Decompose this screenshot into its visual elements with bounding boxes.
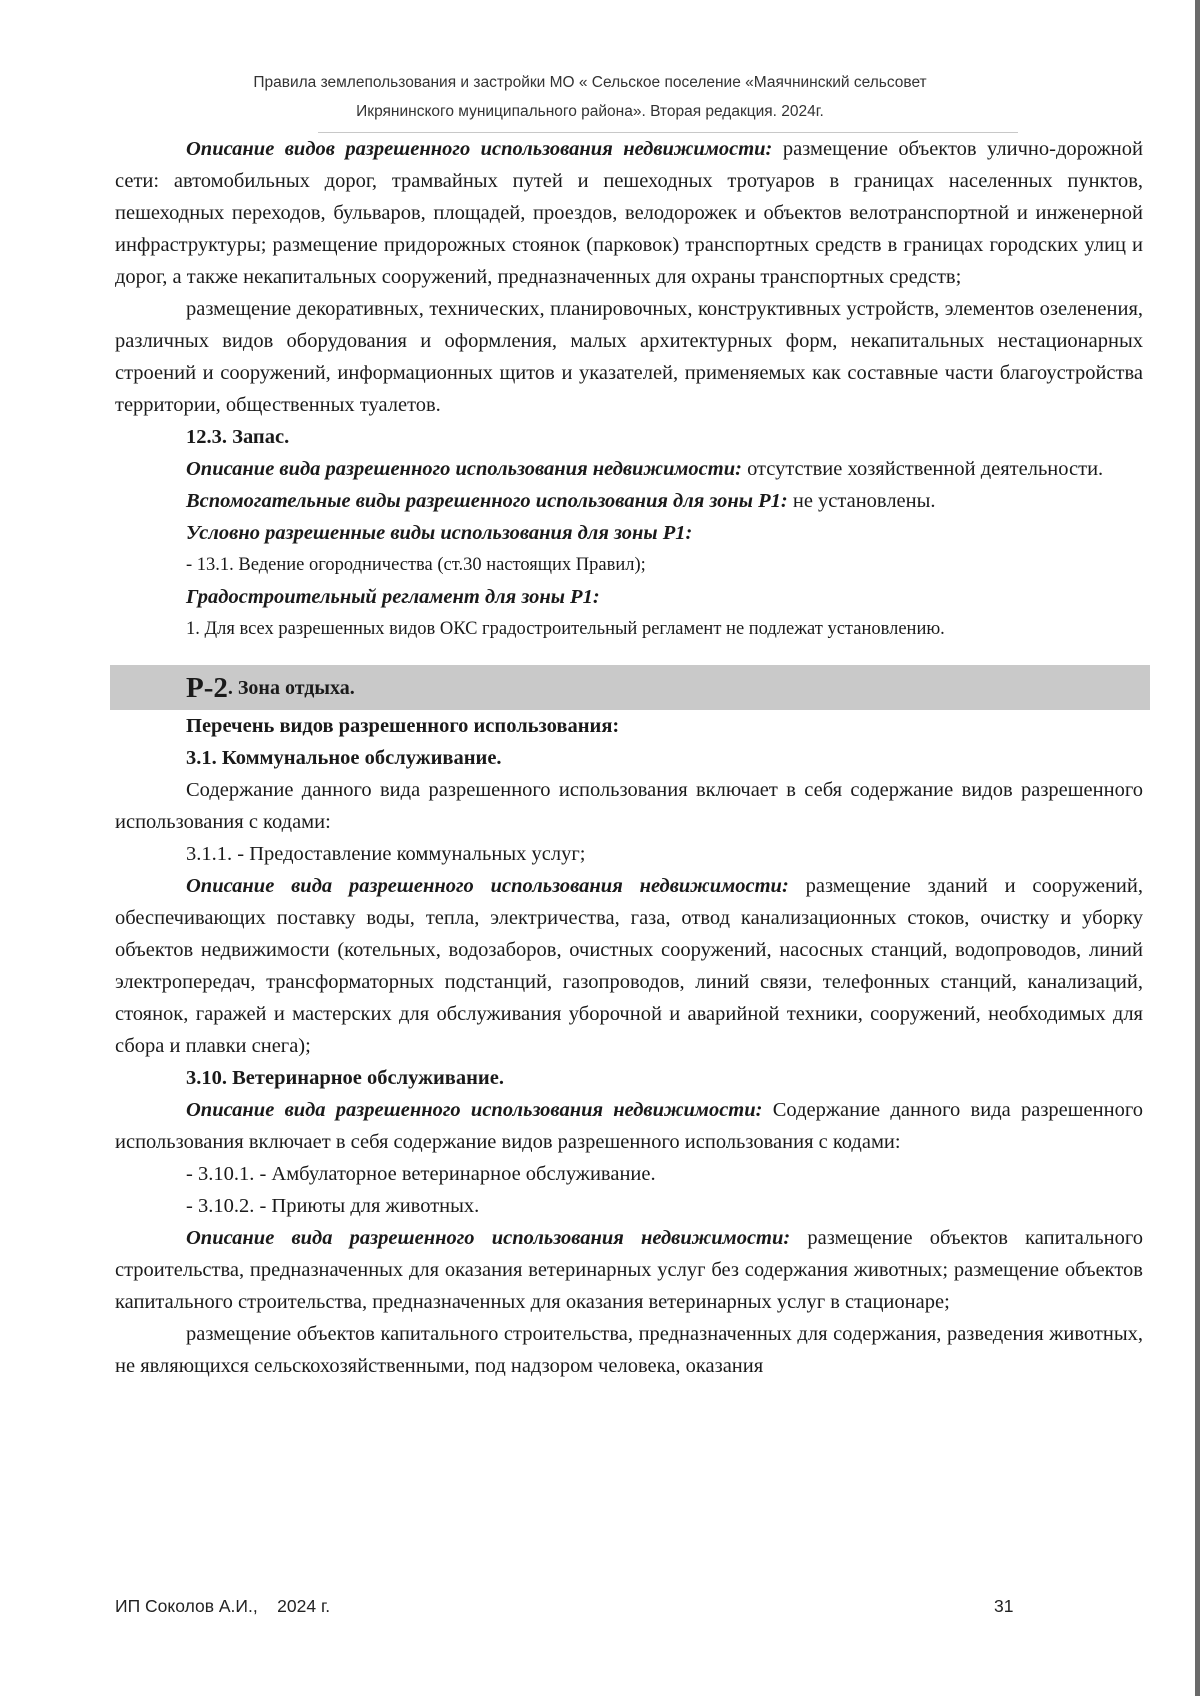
bold-italic-label: Описание вида разрешенного использования недвижимости: bbox=[186, 875, 789, 897]
zone-title: . Зона отдыха. bbox=[227, 676, 355, 699]
section-heading-3-1: 3.1. Коммунальное обслуживание. bbox=[186, 747, 502, 769]
paragraph-landscaping: размещение декоративных, технических, планировочных, конструктивных устройств, элементов озеленения, различных видов оборудования и оформления, малых архитектурных форм, некапитальных нестационарных строений и сооружений, информационных щитов и указателей, применяемых как составные части благоустройства территории, общественных туалетов. bbox=[115, 298, 1143, 416]
permitted-uses-list-title: Перечень видов разрешенного использования: bbox=[186, 715, 620, 737]
bold-italic-label: Описание вида разрешенного использования недвижимости: bbox=[186, 1227, 791, 1249]
paragraph-text: размещение зданий и сооружений, обеспечивающих поставку воды, тепла, электричества, газа, отвод канализационных стоков, очистку и уборку объектов недвижимости (котельных, водозаборов, очистных сооружений, насосных станций, водопроводов, линий электропередач, трансформаторных подстанций, газопроводов, линий связи, телефонных станций, канализаций, стоянок, гаражей и мастерских для обслуживания уборочной и аварийной техники, сооружений, необходимых для сбора и плавки снега); bbox=[115, 875, 1143, 1057]
zone-code: Р-2 bbox=[186, 671, 228, 704]
conditional-uses-label: Условно разрешенные виды использования для зоны Р1: bbox=[186, 522, 693, 544]
bold-italic-label: Описание видов разрешенного использования недвижимости: bbox=[186, 138, 773, 160]
section-heading-12-3: 12.3. Запас. bbox=[186, 426, 290, 448]
paragraph-text: размещение объектов капитального строительства, предназначенных для оказания ветеринарных услуг без содержания животных; размещение объектов капитального строительства, предназначенных для оказания ветеринарных услуг в стационаре; bbox=[115, 1227, 1144, 1313]
running-header-line-2: Икрянинского муниципального района». Вторая редакция. 2024г. bbox=[356, 103, 824, 120]
paragraph-text: отсутствие хозяйственной деятельности. bbox=[741, 458, 1104, 480]
conditional-use-item: - 13.1. Ведение огородничества (ст.30 настоящих Правил); bbox=[186, 555, 646, 575]
paragraph-content-codes: Содержание данного вида разрешенного использования включает в себя содержание видов разрешенного использования с кодами: bbox=[115, 779, 1143, 833]
regulation-label: Градостроительный регламент для зоны Р1: bbox=[186, 586, 600, 608]
zone-heading-band bbox=[110, 665, 1150, 710]
list-item-3-10-1: - 3.10.1. - Амбулаторное ветеринарное обслуживание. bbox=[186, 1163, 656, 1185]
paragraph-utilities bbox=[115, 870, 1143, 1062]
bold-italic-label: Вспомогательные виды разрешенного использования для зоны Р1: bbox=[186, 490, 788, 512]
paragraph-text: Содержание данного вида разрешенного использования включает в себя содержание видов разрешенного использования с кодами: bbox=[115, 1099, 1143, 1153]
paragraph-text: размещение объектов улично-дорожной сети: автомобильных дорог, трамвайных путей и пешеходных тротуаров в границах населенных пунктов, пешеходных переходов, бульваров, площадей, проездов, велодорожек и объектов велотранспортной и инженерной инфраструктуры; размещение придорожных стоянок (парковок) транспортных средств в границах городских улиц и дорог, а также некапитальных сооружений, предназначенных для охраны транспортных средств; bbox=[115, 138, 1143, 288]
paragraph-reserve bbox=[115, 453, 1143, 485]
paragraph-auxiliary-uses bbox=[115, 485, 1143, 517]
paragraph-street-network bbox=[115, 133, 1143, 293]
regulation-item: 1. Для всех разрешенных видов ОКС градостроительный регламент не подлежат установлению. bbox=[186, 619, 945, 639]
section-heading-3-10: 3.10. Ветеринарное обслуживание. bbox=[186, 1067, 504, 1089]
page-number: 31 bbox=[994, 1596, 1014, 1616]
footer-author: ИП Соколов А.И., 2024 г. bbox=[115, 1596, 331, 1616]
paragraph-veterinary-codes bbox=[115, 1094, 1143, 1158]
bold-italic-label: Описание вида разрешенного использования недвижимости: bbox=[186, 1099, 763, 1121]
paragraph-animal-keeping: размещение объектов капитального строительства, предназначенных для содержания, разведения животных, не являющихся сельскохозяйственными, под надзором человека, оказания bbox=[115, 1323, 1143, 1377]
paragraph-veterinary-services bbox=[115, 1222, 1143, 1318]
list-item-3-1-1: 3.1.1. - Предоставление коммунальных услуг; bbox=[186, 843, 586, 865]
document-body bbox=[115, 133, 1143, 1382]
list-item-3-10-2: - 3.10.2. - Приюты для животных. bbox=[186, 1195, 480, 1217]
bold-italic-label: Описание вида разрешенного использования недвижимости: bbox=[186, 458, 742, 480]
paragraph-text: не установлены. bbox=[787, 490, 936, 512]
running-header-line-1: Правила землепользования и застройки МО « Сельское поселение «Маячнинский сельсовет bbox=[253, 74, 927, 91]
